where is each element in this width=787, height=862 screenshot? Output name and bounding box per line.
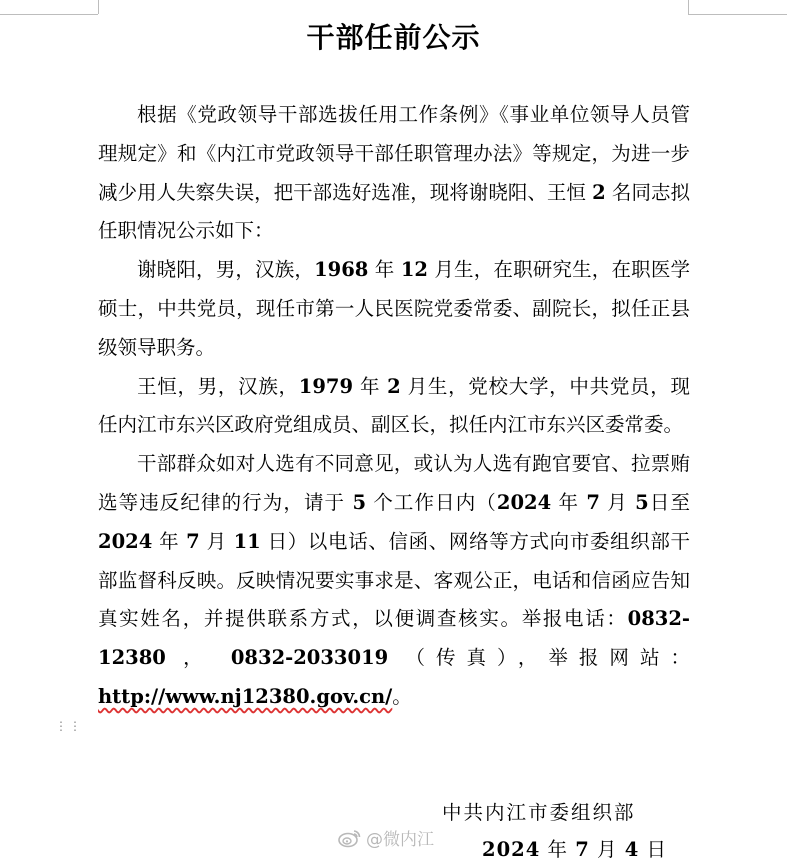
- crop-mark-top-right-vertical: [688, 0, 689, 14]
- notice-period: 。: [392, 684, 412, 708]
- intro-text-end: 名同志拟任职情况公示如下：: [98, 180, 690, 243]
- report-fax: 0832-2033019: [230, 646, 389, 670]
- notice-text: 干部群众如对人选有不同意见，或认为人选有跑官要官、拉票贿选等违反纪律的行为，请于: [98, 452, 690, 514]
- signature-month: 7: [575, 838, 590, 861]
- person1-paragraph: [98, 251, 690, 367]
- signature-day-unit: 日: [646, 838, 667, 861]
- crop-mark-top-left-vertical: [98, 0, 99, 14]
- signature-month-unit: 月: [596, 838, 618, 861]
- period-start-day-unit: 日至: [648, 490, 690, 514]
- watermark-text: @微内江: [366, 830, 434, 850]
- period-end-month: 7: [186, 529, 200, 553]
- period-start-year: 2024: [496, 490, 552, 514]
- notice-paragraph: [98, 445, 690, 717]
- report-phone: 0832-12380: [98, 607, 690, 670]
- person2-text: 王恒，男，汉族，: [137, 374, 299, 398]
- person-count: 2: [592, 180, 606, 204]
- person1-year-unit: 年: [374, 258, 395, 282]
- weibo-watermark: [338, 825, 434, 850]
- period-start-month-unit: 月: [607, 490, 628, 514]
- document-title: 干部任前公示: [306, 21, 481, 54]
- person1-text: 谢晓阳，男，汉族，: [137, 258, 315, 282]
- period-end-year-unit: 年: [159, 529, 180, 553]
- person1-text-end: 月生，在职研究生，在职医学硕士，中共党员，现任市第一人民医院党委常委、副院长，拟任正县级领导职务。: [98, 258, 690, 359]
- crop-mark-top-left-horizontal: [0, 14, 98, 15]
- period-end-year: 2024: [98, 529, 153, 553]
- person1-birth-month: 12: [400, 258, 428, 282]
- person2-year-unit: 年: [359, 374, 381, 398]
- person2-birth-year: 1979: [298, 374, 354, 398]
- signature-day: 4: [624, 838, 640, 861]
- signature-date: [482, 834, 667, 862]
- period-end-day: 11: [233, 529, 261, 553]
- signature-organization: 中共内江市委组织部: [442, 801, 636, 824]
- drag-handle-icon[interactable]: ⋮⋮: [55, 719, 83, 733]
- period-start-year-unit: 年: [558, 490, 580, 514]
- intro-paragraph: [98, 96, 690, 251]
- weibo-icon: [338, 828, 362, 848]
- person2-paragraph: [98, 368, 690, 446]
- signature-year: 2024: [482, 838, 541, 861]
- notice-text-4: （传真），举报网站：: [405, 646, 690, 670]
- signature-year-unit: 年: [547, 838, 568, 861]
- period-end-month-unit: 月: [206, 529, 227, 553]
- working-days-count: 5: [352, 490, 367, 514]
- person2-text-end: 月生，党校大学，中共党员，现任内江市东兴区政府党组成员、副区长，拟任内江市东兴区委常委。: [98, 374, 690, 437]
- notice-text-2: 个工作日内（: [373, 490, 497, 514]
- intro-text: 根据《党政领导干部选拔任用工作条例》《事业单位领导人员管理规定》和《内江市党政领导干部任职管理办法》等规定，为进一步减少用人失察失误，把干部选好选准，现将谢晓阳、王恒: [98, 103, 690, 204]
- report-website-link[interactable]: http://www.nj12380.gov.cn/: [98, 684, 393, 708]
- period-start-day: 5: [635, 490, 649, 514]
- notice-text-3: 日）以电话、信函、网络等方式向市委组织部干部监督科反映。反映情况要实事求是、客观公正，电话和信函应告知真实姓名，并提供联系方式，以便调查核实。举报电话：: [98, 529, 691, 631]
- document-body[interactable]: [98, 96, 690, 717]
- crop-mark-top-right-horizontal: [688, 14, 787, 15]
- person1-birth-year: 1968: [314, 258, 369, 282]
- period-start-month: 7: [586, 490, 600, 514]
- phone-separator: ，: [183, 646, 214, 670]
- person2-birth-month: 2: [387, 374, 401, 398]
